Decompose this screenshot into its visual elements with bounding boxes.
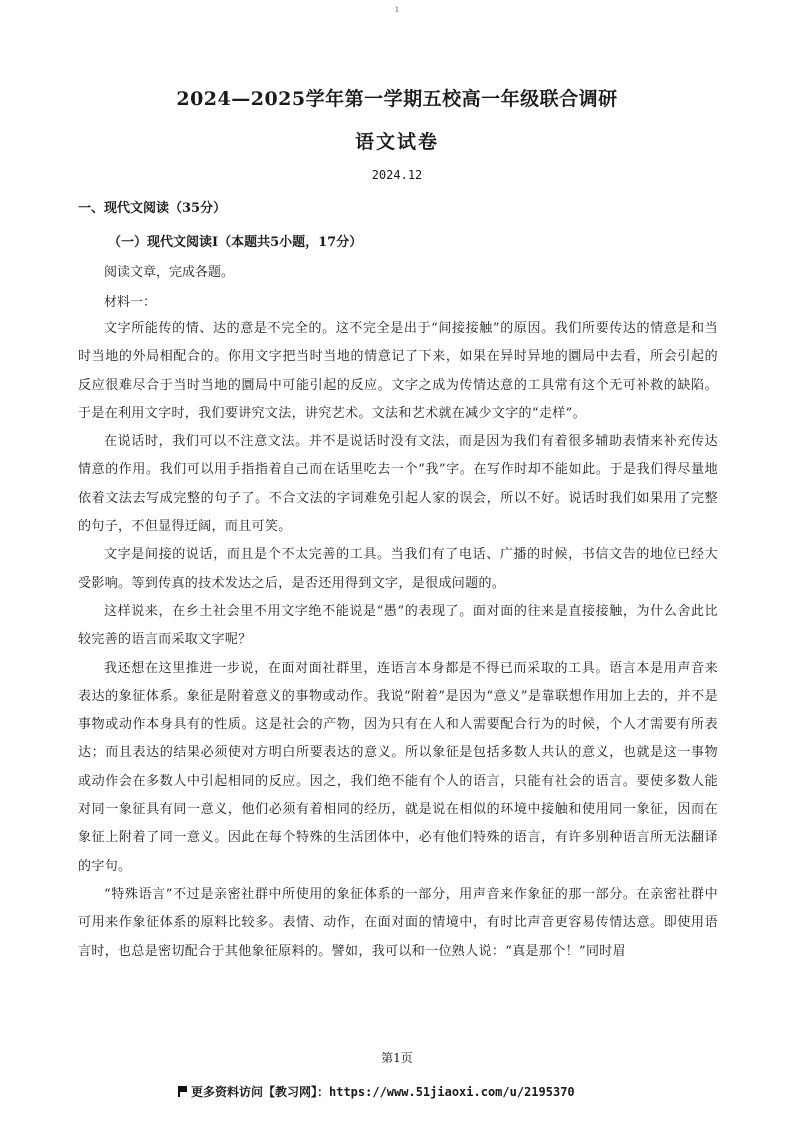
flag-icon [178, 1086, 187, 1097]
reading-instruction: 阅读文章，完成各题。 [104, 265, 235, 280]
page-number: 第1页 [381, 1051, 413, 1065]
page-top-mark: 1 [394, 6, 400, 14]
footer-promo-text[interactable]: 更多资料访问【教习网】：https://www.51jiaoxi.com/u/2195370 [191, 1085, 575, 1099]
footer-promo[interactable] [178, 1083, 575, 1100]
passage-paragraph: 文字是间接的说话，而且是个不太完善的工具。当我们有了电话、广播的时候，书信文告的地位已经大受影响。等到传真的技术发达之后，是否还用得到文字，是很成问题的。 [78, 547, 718, 591]
passage-paragraph: 在说话时，我们可以不注意文法。并不是说话时没有文法，而是因为我们有着很多辅助表情来补充传达情意的作用。我们可以用手指指着自己而在话里吃去一个“我”字。在写作时却不能如此。于是我们得尽量地依着文法去写成完整的句子了。不合文法的字词难免引起人家的误会，所以不好。说话时我们如果用了完整的句子，不但显得迂阔，而且可笑。 [78, 434, 718, 535]
reading-passage [78, 315, 718, 966]
exam-date: 2024.12 [371, 168, 423, 182]
exam-title: 2024—2025学年第一学期五校高一年级联合调研 [176, 88, 618, 110]
passage-paragraph: “特殊语言”不过是亲密社群中所使用的象征体系的一部分，用声音来作象征的那一部分。在亲密社群中可用来作象征体系的原料比较多。表情、动作，在面对面的情境中，有时比声音更容易传情达意。即使用语言时，也总是密切配合于其他象征原料的。譬如，我可以和一位熟人说：“真是那个！”同时眉 [78, 886, 718, 959]
passage-paragraph: 这样说来，在乡土社会里不用文字绝不能说是“愚”的表现了。面对面的往来是直接接触，为什么舍此比较完善的语言而采取文字呢？ [78, 603, 718, 648]
subsection-heading: （一）现代文阅读Ⅰ（本题共5小题，17分） [108, 235, 363, 250]
passage-paragraph: 文字所能传的情、达的意是不完全的。这不完全是出于“间接接触”的原因。我们所要传达的情意是和当时当地的外局相配合的。你用文字把当时当地的情意记了下来，如果在异时异地的圜局中去看，所会引起的反应很难尽合于当时当地的圜局中可能引起的反应。文字之成为传情达意的工具常有这个无可补救的缺陷。于是在利用文字时，我们要讲究文法，讲究艺术。文法和艺术就在减少文字的“走样”。 [78, 321, 718, 421]
passage-paragraph: 我还想在这里推进一步说，在面对面社群里，连语言本身都是不得已而采取的工具。语言本是用声音来表达的象征体系。象征是附着意义的事物或动作。我说“附着”是因为“意义”是靠联想作用加上去的，并不是事物或动作本身具有的性质。这是社会的产物，因为只有在人和人需要配合行为的时候，个人才需要有所表达；而且表达的结果必须使对方明白所要表达的意义。所以象征是包括多数人共认的意义，也就是这一事物或动作会在多数人中引起相同的反应。因之，我们绝不能有个人的语言，只能有社会的语言。要使多数人能对同一象征具有同一意义，他们必须有着相同的经历，就是说在相似的环境中接触和使用同一象征，因而在象征上附着了同一意义。因此在每个特殊的生活团体中，必有他们特殊的语言，有许多别种语言所无法翻译的字句。 [78, 660, 718, 874]
material-label: 材料一： [104, 295, 157, 310]
exam-subtitle: 语文试卷 [354, 131, 439, 153]
section-heading: 一、现代文阅读（35分） [78, 201, 227, 216]
